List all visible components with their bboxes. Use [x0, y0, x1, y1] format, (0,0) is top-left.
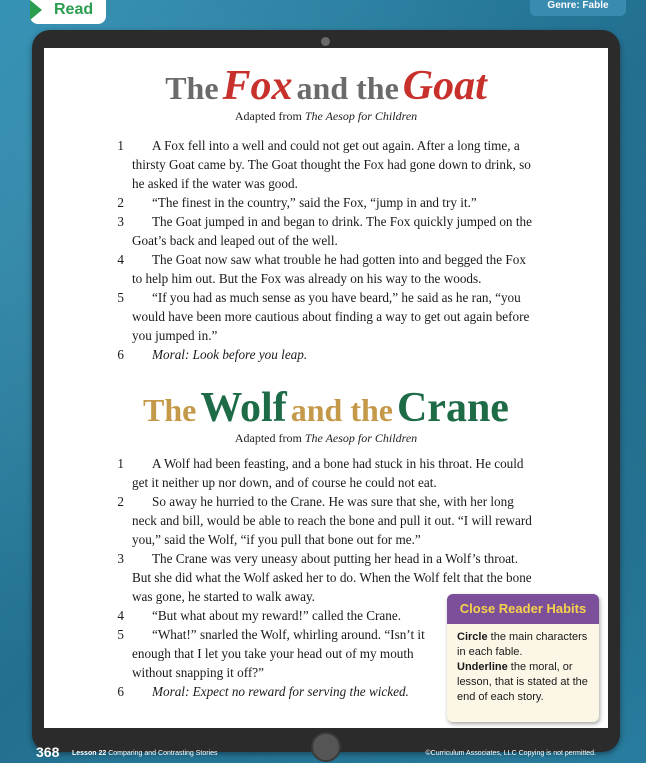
lesson-title: Comparing and Contrasting Stories — [108, 750, 218, 757]
paragraph-text: A Wolf had been feasting, and a bone had stuck in his throat. He could get it neither up nor down, and of course he could not eat. — [132, 456, 524, 490]
paragraph-number: 6 — [117, 347, 124, 362]
paragraph-text: “The finest in the country,” said the Fox, “jump in and try it.” — [152, 195, 477, 210]
paragraph — [117, 606, 432, 625]
credit-prefix: Adapted from — [234, 431, 302, 445]
paragraph — [117, 454, 536, 492]
habits-body — [447, 624, 599, 711]
paragraph-text: So away he hurried to the Crane. He was sure that she, with her long neck and bill, would be able to reach the bone and pull it out. “I will reward you,” said the Wolf, “if you pull that bone out for me.” — [132, 494, 532, 547]
lesson-number: Lesson 22 — [72, 750, 107, 757]
paragraph-number: 1 — [117, 138, 124, 153]
title-word: The — [165, 70, 219, 106]
paragraph-text: Moral: Expect no reward for serving the wicked. — [152, 684, 409, 699]
fable1-title — [44, 62, 608, 110]
fable1-credit — [44, 109, 608, 124]
paragraph-number: 2 — [117, 494, 124, 509]
read-tab: Read — [30, 0, 106, 24]
paragraph-number: 6 — [117, 684, 124, 699]
title-word: and the — [290, 392, 393, 428]
paragraph-number: 4 — [117, 252, 124, 267]
paragraph-number: 5 — [117, 627, 124, 642]
paragraph — [117, 492, 536, 549]
page-footer — [0, 744, 646, 763]
copyright: ©Curriculum Associates, LLC Copying is not permitted. — [425, 750, 596, 757]
paragraph — [117, 212, 536, 250]
paragraph-text: Moral: Look before you leap. — [152, 347, 308, 362]
title-fox: Fox — [222, 63, 293, 109]
paragraph-text: A Fox fell into a well and could not get out again. After a long time, a thirsty Goat came by. The Goat thought the Fox had gone down to drink, so he asked if the water was good. — [132, 138, 531, 191]
paragraph-text: The Goat now saw what trouble he had gotten into and begged the Fox to help him out. But the Fox was already on his way to the woods. — [132, 252, 526, 286]
paragraph-text: The Goat jumped in and began to drink. The Fox quickly jumped on the Goat’s back and leaped out of the well. — [132, 214, 532, 248]
close-reader-habits — [447, 594, 599, 722]
paragraph — [117, 250, 536, 288]
paragraph-number: 1 — [117, 456, 124, 471]
paragraph — [117, 193, 536, 212]
credit-prefix: Adapted from — [234, 109, 302, 123]
paragraph-text: “If you had as much sense as you have beard,” he said as he ran, “you would have been more cautious about finding a way to get out again before you jumped in.” — [132, 290, 530, 343]
paragraph — [117, 136, 536, 193]
camera-icon — [321, 37, 330, 46]
habit-underline-keyword: Underline — [457, 661, 508, 673]
title-word: and the — [296, 70, 399, 106]
title-crane: Crane — [396, 385, 509, 431]
habit-circle-keyword: Circle — [457, 631, 488, 643]
page-number: 368 — [36, 744, 60, 760]
paragraph-moral — [117, 682, 432, 701]
paragraph — [117, 288, 536, 345]
paragraph-number: 3 — [117, 214, 124, 229]
paragraph-number: 4 — [117, 608, 124, 623]
paragraph-text: The Crane was very uneasy about putting her head in a Wolf’s throat. But she did what the Wolf asked her to do. When the Wolf felt that the bone was gone, he started to walk away. — [132, 551, 532, 604]
genre-label: Genre: Fable — [530, 0, 626, 16]
reading-screen — [44, 48, 608, 728]
lesson-label — [72, 750, 218, 757]
title-goat: Goat — [402, 63, 487, 109]
paragraph-moral — [117, 345, 536, 364]
paragraph-number: 5 — [117, 290, 124, 305]
habits-title: Close Reader Habits — [447, 594, 599, 624]
title-wolf: Wolf — [200, 385, 287, 431]
habit-circle-text: the main characters in each fable. — [457, 631, 588, 658]
paragraph — [117, 625, 432, 682]
paragraph-number: 2 — [117, 195, 124, 210]
credit-source: The Aesop for Children — [304, 109, 418, 123]
paragraph-text: “What!” snarled the Wolf, whirling around. “Isn’t it enough that I let you take your head out of my mouth without snapping it off?” — [132, 627, 425, 680]
title-word: The — [143, 392, 197, 428]
paragraph-number: 3 — [117, 551, 124, 566]
fable2-credit — [44, 431, 608, 446]
credit-source: The Aesop for Children — [304, 431, 418, 445]
fable2-title — [44, 384, 608, 432]
habit-underline-text: the moral, or lesson, that is stated at the end of each story. — [457, 661, 588, 703]
paragraph-text: “But what about my reward!” called the Crane. — [152, 608, 401, 623]
